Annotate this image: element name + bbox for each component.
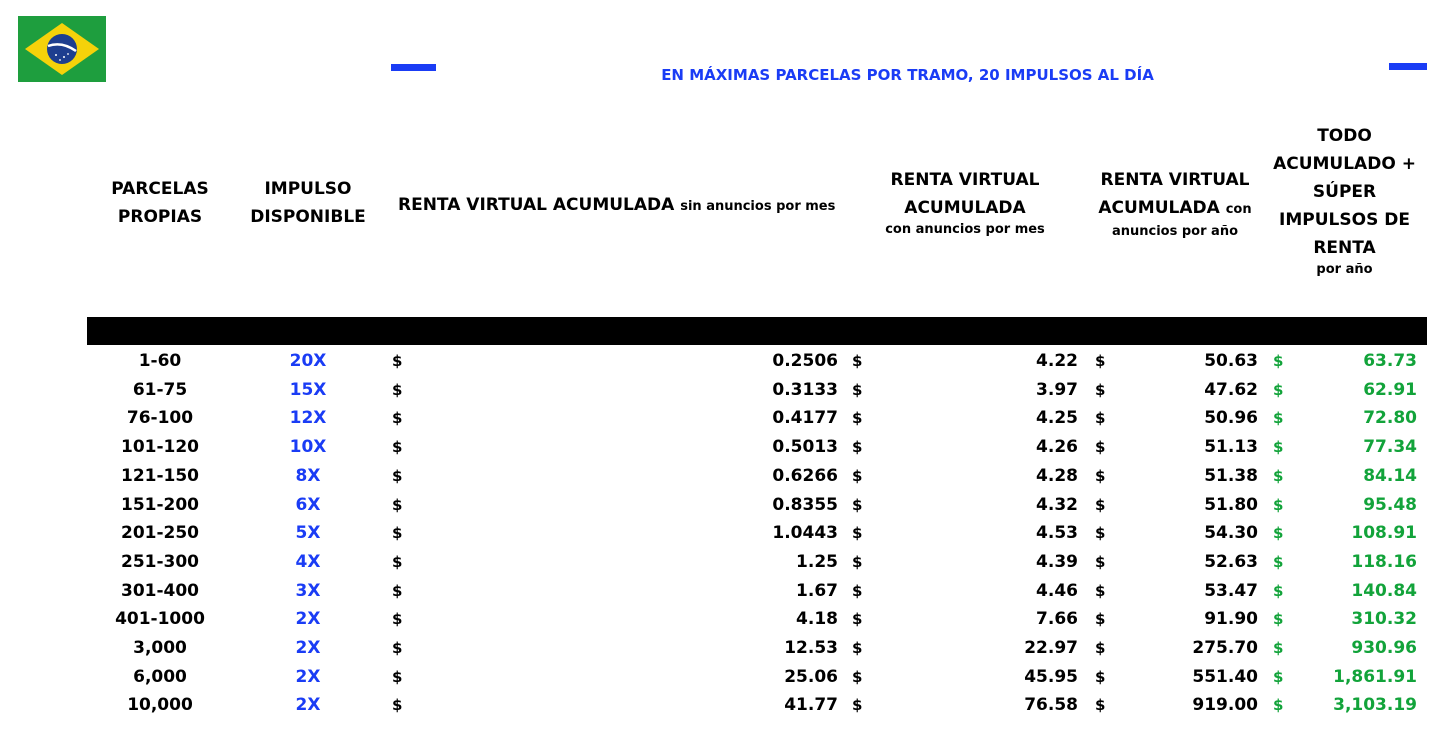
cell-renta-con-mes: 45.95: [1024, 666, 1078, 687]
cell-impulso: 15X: [289, 379, 327, 400]
currency-sign: $: [1273, 352, 1284, 370]
currency-sign: $: [852, 495, 863, 514]
currency-sign: $: [392, 466, 403, 485]
cell-renta-ano: 51.38: [1204, 465, 1258, 486]
currency-sign: $: [852, 524, 863, 543]
currency-sign: $: [1095, 524, 1106, 543]
cell-parcelas: 1-60: [138, 351, 182, 371]
cell-renta-sin-mes: 4.18: [796, 609, 838, 630]
currency-sign: $: [852, 380, 863, 399]
cell-renta-sin-mes: 0.4177: [772, 408, 838, 429]
cell-renta-ano: 52.63: [1204, 551, 1258, 572]
currency-sign: $: [392, 581, 403, 600]
cell-todo-acumulado: 62.91: [1363, 379, 1417, 400]
header-todo-acumulado: TODO ACUMULADO + SÚPER IMPULSOS DE RENTA por año: [1273, 126, 1416, 277]
currency-sign: $: [1273, 552, 1284, 571]
cell-parcelas: 101-120: [120, 437, 200, 458]
currency-sign: $: [1273, 639, 1284, 657]
cell-renta-con-mes: 7.66: [1036, 609, 1078, 630]
currency-sign: $: [392, 639, 403, 657]
currency-sign: $: [392, 352, 403, 370]
cell-impulso: 2X: [295, 638, 321, 658]
table-row: [0, 347, 1452, 376]
cell-renta-ano: 51.80: [1204, 494, 1258, 515]
currency-sign: $: [1095, 667, 1106, 686]
cell-renta-sin-mes: 0.5013: [772, 437, 838, 458]
cell-renta-con-mes: 4.26: [1036, 437, 1078, 458]
cell-renta-ano: 551.40: [1192, 666, 1258, 687]
cell-renta-con-mes: 4.25: [1036, 408, 1078, 429]
cell-parcelas: 10,000: [127, 695, 193, 716]
cell-todo-acumulado: 84.14: [1363, 465, 1417, 486]
cell-todo-acumulado: 140.84: [1351, 580, 1417, 601]
cell-renta-ano: 53.47: [1204, 580, 1258, 601]
cell-renta-sin-mes: 1.25: [796, 551, 838, 572]
currency-sign: $: [1273, 466, 1284, 485]
cell-impulso: 8X: [295, 465, 321, 486]
cell-renta-con-mes: 22.97: [1024, 638, 1078, 658]
cell-renta-con-mes: 4.28: [1036, 465, 1078, 486]
currency-sign: $: [392, 495, 403, 514]
currency-sign: $: [1095, 610, 1106, 629]
cell-renta-sin-mes: 1.0443: [772, 523, 838, 544]
cell-parcelas: 151-200: [120, 494, 200, 515]
table-row: [0, 404, 1452, 433]
currency-sign: $: [1095, 438, 1106, 457]
currency-sign: $: [852, 696, 863, 715]
cell-renta-con-mes: 4.22: [1036, 351, 1078, 371]
cell-todo-acumulado: 63.73: [1363, 351, 1417, 371]
cell-impulso: 12X: [289, 408, 327, 429]
table-row: [0, 433, 1452, 462]
currency-sign: $: [852, 639, 863, 657]
currency-sign: $: [1273, 495, 1284, 514]
currency-sign: $: [392, 696, 403, 715]
cell-renta-con-mes: 4.32: [1036, 494, 1078, 515]
cell-todo-acumulado: 1,861.91: [1333, 666, 1417, 687]
currency-sign: $: [1095, 696, 1106, 715]
cell-impulso: 2X: [295, 609, 321, 630]
currency-sign: $: [392, 552, 403, 571]
currency-sign: $: [1273, 438, 1284, 457]
currency-sign: $: [1095, 466, 1106, 485]
currency-sign: $: [852, 667, 863, 686]
cell-parcelas: 251-300: [120, 551, 200, 572]
cell-todo-acumulado: 95.48: [1363, 494, 1417, 515]
currency-sign: $: [1273, 667, 1284, 686]
table-row: [0, 548, 1452, 577]
table-row: [0, 691, 1452, 720]
cell-renta-sin-mes: 0.8355: [772, 494, 838, 515]
currency-sign: $: [1095, 581, 1106, 600]
decor-dash-right: [1389, 63, 1427, 70]
brazil-flag-icon: [18, 16, 106, 82]
cell-todo-acumulado: 310.32: [1351, 609, 1417, 630]
cell-renta-sin-mes: 0.3133: [772, 379, 838, 400]
cell-todo-acumulado: 77.34: [1363, 437, 1417, 458]
cell-parcelas: 6,000: [133, 666, 187, 687]
header-renta-con-anuncios-mes: RENTA VIRTUAL ACUMULADA con anuncios por mes: [885, 170, 1045, 237]
cell-renta-sin-mes: 41.77: [784, 695, 838, 716]
cell-renta-con-mes: 3.97: [1036, 379, 1078, 400]
cell-renta-sin-mes: 25.06: [784, 666, 838, 687]
cell-impulso: 2X: [295, 695, 321, 716]
cell-renta-ano: 50.63: [1204, 351, 1258, 371]
cell-renta-con-mes: 4.53: [1036, 523, 1078, 544]
decor-dash-left: [391, 64, 436, 71]
currency-sign: $: [852, 466, 863, 485]
cell-todo-acumulado: 930.96: [1351, 638, 1417, 658]
currency-sign: $: [1273, 524, 1284, 543]
cell-renta-ano: 54.30: [1204, 523, 1258, 544]
currency-sign: $: [392, 380, 403, 399]
cell-impulso: 6X: [295, 494, 321, 515]
currency-sign: $: [852, 610, 863, 629]
cell-impulso: 3X: [295, 580, 321, 601]
cell-parcelas: 76-100: [126, 408, 194, 429]
currency-sign: $: [1095, 639, 1106, 657]
currency-sign: $: [852, 438, 863, 457]
cell-parcelas: 301-400: [120, 580, 200, 601]
currency-sign: $: [1273, 610, 1284, 629]
header-divider-bar: [87, 317, 1427, 345]
table-row: [0, 376, 1452, 405]
cell-renta-con-mes: 4.46: [1036, 580, 1078, 601]
cell-parcelas: 61-75: [132, 379, 188, 400]
cell-renta-ano: 91.90: [1204, 609, 1258, 630]
currency-sign: $: [1095, 380, 1106, 399]
cell-renta-ano: 50.96: [1204, 408, 1258, 429]
header-renta-ano: RENTA VIRTUAL ACUMULADA con anuncios por año: [1098, 170, 1252, 239]
cell-renta-con-mes: 4.39: [1036, 551, 1078, 572]
cell-parcelas: 121-150: [120, 465, 200, 486]
cell-renta-ano: 47.62: [1204, 379, 1258, 400]
header-parcelas: PARCELAS PROPIAS: [111, 179, 209, 227]
cell-parcelas: 3,000: [133, 638, 187, 658]
currency-sign: $: [1095, 352, 1106, 370]
table-row: [0, 634, 1452, 663]
cell-renta-sin-mes: 0.6266: [772, 465, 838, 486]
cell-impulso: 2X: [295, 666, 321, 687]
currency-sign: $: [392, 524, 403, 543]
cell-renta-ano: 51.13: [1204, 437, 1258, 458]
currency-sign: $: [392, 610, 403, 629]
cell-todo-acumulado: 3,103.19: [1333, 695, 1417, 716]
cell-renta-ano: 275.70: [1192, 638, 1258, 658]
cell-renta-ano: 919.00: [1192, 695, 1258, 716]
cell-todo-acumulado: 118.16: [1351, 551, 1417, 572]
cell-impulso: 4X: [295, 551, 321, 572]
currency-sign: $: [1273, 696, 1284, 715]
currency-sign: $: [852, 552, 863, 571]
currency-sign: $: [852, 352, 863, 370]
cell-renta-con-mes: 76.58: [1024, 695, 1078, 716]
currency-sign: $: [1095, 409, 1106, 428]
currency-sign: $: [392, 667, 403, 686]
table-row: [0, 577, 1452, 606]
table-row: [0, 663, 1452, 692]
cell-renta-sin-mes: 0.2506: [772, 351, 838, 371]
currency-sign: $: [392, 438, 403, 457]
currency-sign: $: [392, 409, 403, 428]
currency-sign: $: [852, 409, 863, 428]
cell-impulso: 10X: [289, 437, 327, 458]
cell-impulso: 20X: [289, 351, 327, 371]
currency-sign: $: [1095, 552, 1106, 571]
currency-sign: $: [1273, 581, 1284, 600]
table-row: [0, 605, 1452, 634]
cell-todo-acumulado: 108.91: [1351, 523, 1417, 544]
table-row: [0, 519, 1452, 548]
currency-sign: $: [1095, 495, 1106, 514]
currency-sign: $: [852, 581, 863, 600]
header-impulso: IMPULSO DISPONIBLE: [250, 179, 366, 227]
table-row: [0, 491, 1452, 520]
cell-parcelas: 401-1000: [115, 609, 205, 630]
cell-parcelas: 201-250: [120, 523, 200, 544]
page-subtitle: EN MÁXIMAS PARCELAS POR TRAMO, 20 IMPULSOS AL DÍA: [661, 66, 1154, 84]
cell-renta-sin-mes: 1.67: [796, 580, 838, 601]
currency-sign: $: [1273, 409, 1284, 428]
header-renta-sin-anuncios: RENTA VIRTUAL ACUMULADA sin anuncios por mes: [398, 195, 836, 215]
currency-sign: $: [1273, 380, 1284, 399]
table-row: [0, 462, 1452, 491]
cell-renta-sin-mes: 12.53: [784, 638, 838, 658]
cell-impulso: 5X: [295, 523, 321, 544]
cell-todo-acumulado: 72.80: [1363, 408, 1417, 429]
